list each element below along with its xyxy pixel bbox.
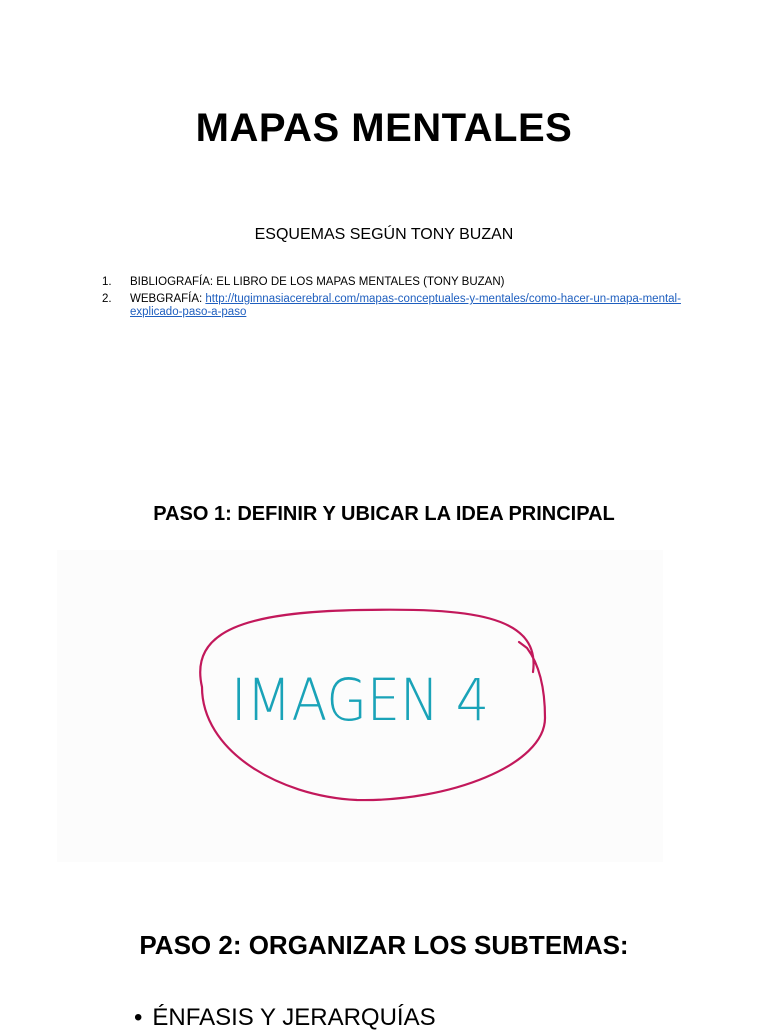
reference-list bbox=[102, 276, 682, 323]
reference-item-bibliography bbox=[102, 276, 682, 289]
bullet-icon: • bbox=[134, 1004, 143, 1031]
reference-label: WEBGRAFÍA: bbox=[130, 293, 203, 305]
reference-item-webgraphy bbox=[102, 293, 682, 319]
reference-link[interactable]: http://tugimnasiacerebral.com/mapas-conceptuales-y-mentales/como-hacer-un-mapa-mental-explicado-paso-a-paso bbox=[130, 293, 681, 318]
handwritten-label: IMAGEN 4 bbox=[231, 666, 489, 734]
step-1-heading: PASO 1: DEFINIR Y UBICAR LA IDEA PRINCIPAL bbox=[153, 503, 615, 525]
reference-number: 2. bbox=[102, 293, 112, 305]
page-title: MAPAS MENTALES bbox=[195, 106, 573, 150]
reference-label: BIBLIOGRAFÍA: bbox=[130, 276, 214, 288]
main-idea-drawing bbox=[57, 550, 663, 862]
list-item-text: ÉNFASIS Y JERARQUÍAS bbox=[152, 1004, 436, 1031]
list-item bbox=[134, 1004, 436, 1032]
subtopic-list bbox=[134, 1004, 436, 1032]
step-1-image bbox=[57, 550, 663, 862]
step-2-heading: PASO 2: ORGANIZAR LOS SUBTEMAS: bbox=[139, 930, 629, 960]
reference-text: EL LIBRO DE LOS MAPAS MENTALES (TONY BUZAN) bbox=[216, 276, 505, 288]
reference-number: 1. bbox=[102, 276, 112, 288]
page-subtitle: ESQUEMAS SEGÚN TONY BUZAN bbox=[254, 226, 514, 243]
